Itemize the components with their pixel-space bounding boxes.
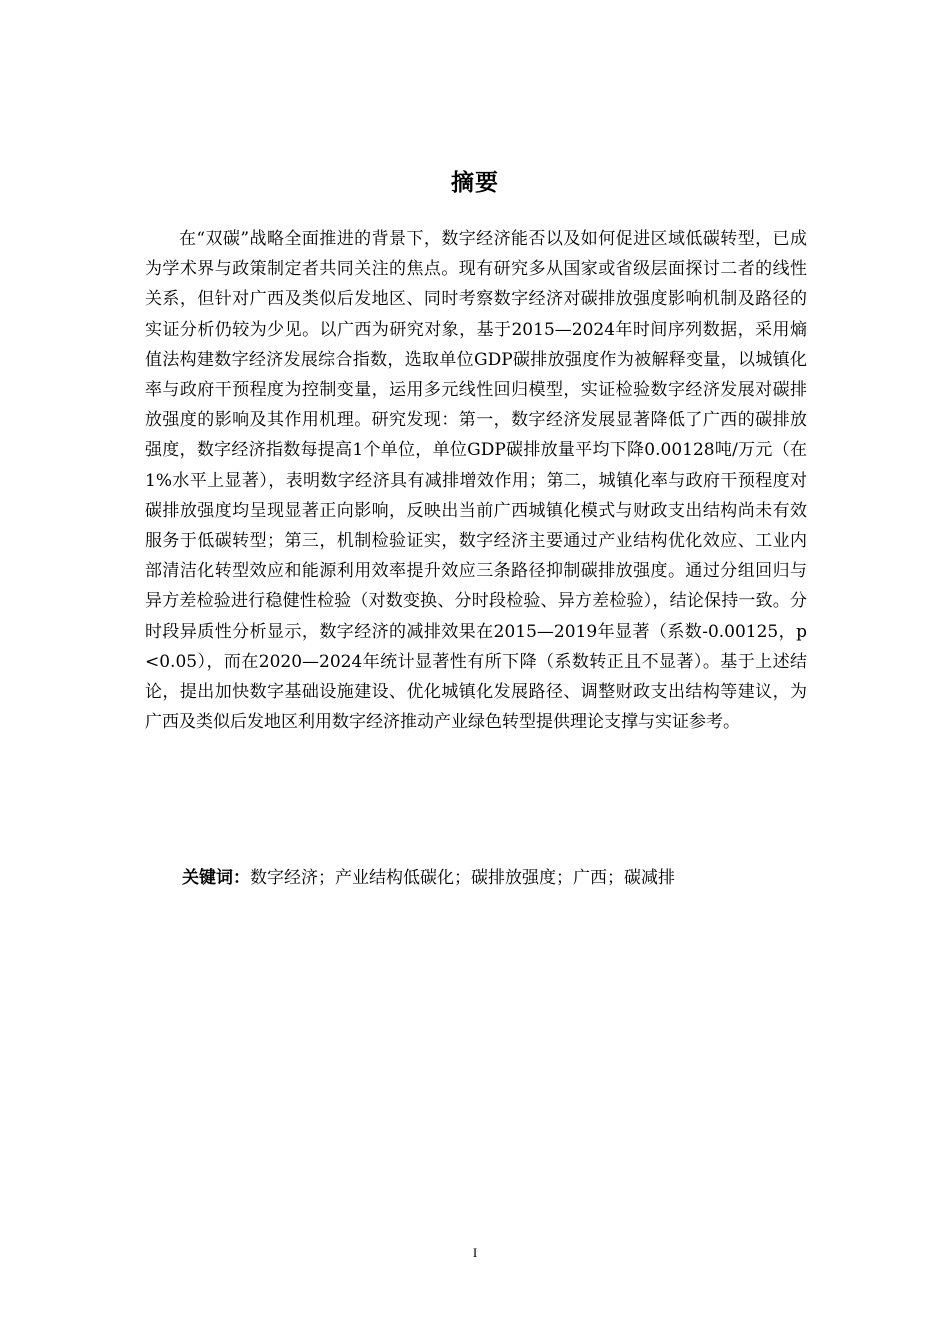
- keywords-text: 数字经济；产业结构低碳化；碳排放强度；广西；碳减排: [250, 868, 675, 888]
- page-number: I: [472, 1245, 478, 1260]
- page-title: 摘要: [451, 170, 499, 196]
- abstract-paragraph: 在“双碳”战略全面推进的背景下，数字经济能否以及如何促进区域低碳转型，已成为学术界与政策制定者共同关注的焦点。现有研究多从国家或省级层面探讨二者的线性关系，但针对广西及类似后发地区、同时考察数字经济对碳排放强度影响机制及路径的实证分析仍较为少见。以广西为研究对象，基于2015—2024年时间序列数据，采用熵值法构建数字经济发展综合指数，选取单位GDP碳排放强度作为被解释变量，以城镇化率与政府干预程度为控制变量，运用多元线性回归模型，实证检验数字经济发展对碳排放强度的影响及其作用机理。研究发现：第一，数字经济发展显著降低了广西的碳排放强度，数字经济指数每提高1个单位，单位GDP碳排放量平均下降0.00128吨/万元（在1%水平上显著），表明数字经济具有减排增效作用；第二，城镇化率与政府干预程度对碳排放强度均呈现显著正向影响，反映出当前广西城镇化模式与财政支出结构尚未有效服务于低碳转型；第三，机制检验证实，数字经济主要通过产业结构优化效应、工业内部清洁化转型效应和能源利用效率提升效应三条路径抑制碳排放强度。通过分组回归与异方差检验进行稳健性检验（对数变换、分时段检验、异方差检验），结论保持一致。分时段异质性分析显示，数字经济的减排效果在2015—2019年显著（系数-0.00125，p<0.05），而在2020—2024年统计显著性有所下降（系数转正且不显著）。基于上述结论，提出加快数字基础设施建设、优化城镇化发展路径、调整财政支出结构等建议，为广西及类似后发地区利用数字经济推动产业绿色转型提供理论支撑与实证参考。: [145, 229, 807, 733]
- keywords-label: 关键词：: [182, 868, 250, 888]
- keywords-line: [182, 863, 807, 893]
